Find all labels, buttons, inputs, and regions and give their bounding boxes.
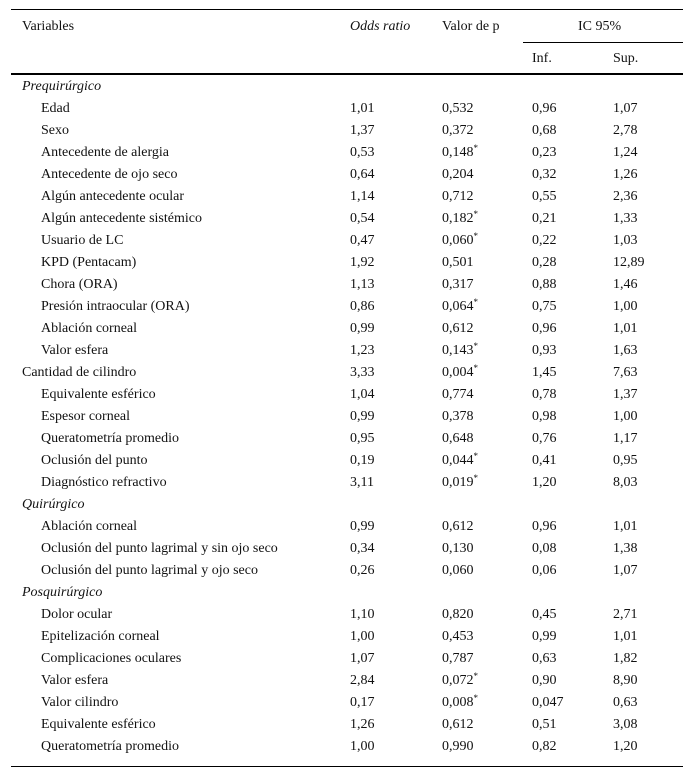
p-value: 0,648 <box>442 431 474 446</box>
p-value: 0,378 <box>442 409 474 424</box>
p-value-cell <box>442 450 478 472</box>
p-value-cell <box>442 692 478 714</box>
variable-name: Oclusión del punto lagrimal y sin ojo seco <box>41 541 278 556</box>
variable-name: Valor cilindro <box>41 695 119 710</box>
ci-inf-cell: 0,75 <box>532 299 557 314</box>
ci-inf-cell: 0,63 <box>532 651 557 666</box>
p-value: 0,317 <box>442 277 474 292</box>
p-value-cell <box>442 626 474 648</box>
significance-asterisk: * <box>473 693 478 703</box>
variable-name: Usuario de LC <box>41 233 124 248</box>
ci-sup-cell: 1,00 <box>613 409 638 424</box>
p-value-cell <box>442 340 478 362</box>
table-row <box>11 142 683 164</box>
variable-name: Dolor ocular <box>41 607 113 622</box>
ci-inf-cell: 0,96 <box>532 321 557 336</box>
significance-asterisk: * <box>473 231 478 241</box>
ci-sup-cell: 1,24 <box>613 145 638 160</box>
odds-ratio-cell: 0,64 <box>350 167 375 182</box>
odds-ratio-cell: 1,13 <box>350 277 375 292</box>
p-value-cell <box>442 736 474 758</box>
variable-name: Sexo <box>41 123 69 138</box>
p-value: 0,182 <box>442 211 474 226</box>
odds-ratio-cell: 2,84 <box>350 673 375 688</box>
odds-ratio-cell: 1,92 <box>350 255 375 270</box>
table-row <box>11 516 683 538</box>
significance-asterisk: * <box>473 671 478 681</box>
odds-ratio-cell: 1,00 <box>350 629 375 644</box>
ci-inf-cell: 0,93 <box>532 343 557 358</box>
p-value-cell <box>442 186 474 208</box>
ci-sup-cell: 0,63 <box>613 695 638 710</box>
significance-asterisk: * <box>473 209 478 219</box>
table-row <box>11 450 683 472</box>
p-value: 0,612 <box>442 717 474 732</box>
p-value: 0,044 <box>442 453 474 468</box>
ci-inf-cell: 0,047 <box>532 695 564 710</box>
ci-sup-cell: 2,78 <box>613 123 638 138</box>
odds-ratio-cell: 0,26 <box>350 563 375 578</box>
table-row <box>11 164 683 186</box>
odds-ratio-cell: 1,01 <box>350 101 375 116</box>
table-row <box>11 340 683 362</box>
p-value: 0,612 <box>442 321 474 336</box>
table-row <box>11 670 683 692</box>
table-row <box>11 406 683 428</box>
table-row <box>11 714 683 736</box>
p-value-cell <box>442 98 474 120</box>
table-bottom-rule <box>11 766 683 767</box>
p-value-cell <box>442 296 478 318</box>
odds-ratio-cell: 0,95 <box>350 431 375 446</box>
table-row <box>11 736 683 758</box>
ci-sup-cell: 1,03 <box>613 233 638 248</box>
table-row <box>11 538 683 560</box>
odds-ratio-cell: 0,54 <box>350 211 375 226</box>
ci-sup-cell: 8,03 <box>613 475 638 490</box>
ci-sup-cell: 1,01 <box>613 321 638 336</box>
table-row <box>11 186 683 208</box>
ci-sup-cell: 12,89 <box>613 255 645 270</box>
p-value: 0,372 <box>442 123 474 138</box>
variable-name: Queratometría promedio <box>41 739 180 754</box>
table-row <box>11 98 683 120</box>
p-value: 0,204 <box>442 167 474 182</box>
p-value-cell <box>442 604 474 626</box>
odds-ratio-cell: 1,14 <box>350 189 375 204</box>
odds-ratio-cell: 1,10 <box>350 607 375 622</box>
ci-inf-cell: 0,90 <box>532 673 557 688</box>
p-value: 0,008 <box>442 695 474 710</box>
ci-sup-cell: 1,07 <box>613 101 638 116</box>
variable-name: Chora (ORA) <box>41 277 118 292</box>
table-row <box>11 252 683 274</box>
p-value-cell <box>442 208 478 230</box>
variable-name: Espesor corneal <box>41 409 131 424</box>
table-row <box>11 604 683 626</box>
ci-sup-cell: 1,82 <box>613 651 638 666</box>
header-variables: Variables <box>22 19 75 34</box>
section-header <box>11 76 683 98</box>
p-value-cell <box>442 516 474 538</box>
table-row <box>11 428 683 450</box>
ci-inf-cell: 0,51 <box>532 717 557 732</box>
ci-sup-cell: 2,71 <box>613 607 638 622</box>
variable-name: Queratometría promedio <box>41 431 180 446</box>
section-title: Posquirúrgico <box>22 585 103 600</box>
ci-sup-cell: 1,26 <box>613 167 638 182</box>
odds-ratio-cell: 0,47 <box>350 233 375 248</box>
variable-name: Equivalente esférico <box>41 717 156 732</box>
p-value-cell <box>442 714 474 736</box>
p-value-cell <box>442 164 474 186</box>
ci-inf-cell: 0,98 <box>532 409 557 424</box>
p-value-cell <box>442 560 474 582</box>
table-row <box>11 692 683 714</box>
odds-ratio-cell: 1,04 <box>350 387 375 402</box>
table-row <box>11 384 683 406</box>
p-value-cell <box>442 274 474 296</box>
ci-sup-cell: 7,63 <box>613 365 638 380</box>
table-row <box>11 362 683 384</box>
section-title: Quirúrgico <box>22 497 85 512</box>
header-ci-sup: Sup. <box>613 51 639 66</box>
variable-name: Antecedente de ojo seco <box>41 167 178 182</box>
p-value: 0,148 <box>442 145 474 160</box>
p-value-cell <box>442 406 474 428</box>
ci-inf-cell: 0,23 <box>532 145 557 160</box>
variable-name: Diagnóstico refractivo <box>41 475 167 490</box>
variable-name: Antecedente de alergia <box>41 145 170 160</box>
ci-sup-cell: 1,63 <box>613 343 638 358</box>
variable-name: Presión intraocular (ORA) <box>41 299 190 314</box>
variable-name: Valor esfera <box>41 343 109 358</box>
p-value: 0,060 <box>442 233 474 248</box>
p-value-cell <box>442 648 474 670</box>
section-header <box>11 494 683 516</box>
p-value: 0,064 <box>442 299 474 314</box>
table-row <box>11 208 683 230</box>
variable-name: Epitelización corneal <box>41 629 160 644</box>
ci-inf-cell: 0,78 <box>532 387 557 402</box>
header-ci-inf: Inf. <box>532 51 552 66</box>
p-value: 0,072 <box>442 673 474 688</box>
ci-inf-cell: 0,82 <box>532 739 557 754</box>
header-p-value: Valor de p <box>442 19 500 34</box>
p-value-cell <box>442 538 474 560</box>
ci-inf-cell: 0,41 <box>532 453 557 468</box>
variable-name: Valor esfera <box>41 673 109 688</box>
variable-name: Algún antecedente sistémico <box>41 211 202 226</box>
p-value: 0,453 <box>442 629 474 644</box>
p-value: 0,501 <box>442 255 474 270</box>
p-value: 0,060 <box>442 563 474 578</box>
significance-asterisk: * <box>473 451 478 461</box>
table-top-rule <box>11 9 683 10</box>
ci-inf-cell: 0,68 <box>532 123 557 138</box>
p-value: 0,143 <box>442 343 474 358</box>
odds-ratio-cell: 1,37 <box>350 123 375 138</box>
table-row <box>11 560 683 582</box>
p-value: 0,787 <box>442 651 474 666</box>
header-odds-ratio: Odds ratio <box>350 19 411 34</box>
header-ci: IC 95% <box>578 19 622 34</box>
section-header <box>11 582 683 604</box>
ci-sup-cell: 1,01 <box>613 519 638 534</box>
ci-inf-cell: 0,06 <box>532 563 557 578</box>
odds-ratio-cell: 0,19 <box>350 453 375 468</box>
significance-asterisk: * <box>473 143 478 153</box>
p-value-cell <box>442 230 478 252</box>
ci-inf-cell: 0,45 <box>532 607 557 622</box>
variable-name: Oclusión del punto lagrimal y ojo seco <box>41 563 258 578</box>
p-value-cell <box>442 142 478 164</box>
table-row <box>11 626 683 648</box>
odds-ratio-cell: 0,34 <box>350 541 375 556</box>
odds-ratio-cell: 3,33 <box>350 365 375 380</box>
p-value: 0,004 <box>442 365 474 380</box>
variable-name: Algún antecedente ocular <box>41 189 185 204</box>
p-value: 0,019 <box>442 475 474 490</box>
p-value: 0,130 <box>442 541 474 556</box>
odds-ratio-cell: 0,99 <box>350 409 375 424</box>
odds-ratio-cell: 0,99 <box>350 321 375 336</box>
p-value-cell <box>442 670 478 692</box>
significance-asterisk: * <box>473 473 478 483</box>
p-value: 0,532 <box>442 101 474 116</box>
header-bottom-rule <box>11 73 683 75</box>
p-value-cell <box>442 252 474 274</box>
variable-name: KPD (Pentacam) <box>41 255 137 270</box>
p-value: 0,990 <box>442 739 474 754</box>
ci-sup-cell: 1,01 <box>613 629 638 644</box>
p-value-cell <box>442 120 474 142</box>
ci-sup-cell: 0,95 <box>613 453 638 468</box>
odds-ratio-cell: 0,17 <box>350 695 375 710</box>
ci-inf-cell: 0,08 <box>532 541 557 556</box>
variable-name: Complicaciones oculares <box>41 651 182 666</box>
ci-inf-cell: 1,45 <box>532 365 557 380</box>
p-value: 0,712 <box>442 189 474 204</box>
p-value-cell <box>442 428 474 450</box>
ci-sup-cell: 1,37 <box>613 387 638 402</box>
significance-asterisk: * <box>473 341 478 351</box>
odds-ratio-cell: 1,26 <box>350 717 375 732</box>
significance-asterisk: * <box>473 363 478 373</box>
table-row <box>11 648 683 670</box>
ci-sup-cell: 2,36 <box>613 189 638 204</box>
variable-name: Edad <box>41 101 70 116</box>
ci-sup-cell: 3,08 <box>613 717 638 732</box>
odds-ratio-cell: 0,53 <box>350 145 375 160</box>
odds-ratio-cell: 1,07 <box>350 651 375 666</box>
table-row <box>11 472 683 494</box>
ci-sup-cell: 1,20 <box>613 739 638 754</box>
ci-inf-cell: 0,88 <box>532 277 557 292</box>
table-row <box>11 274 683 296</box>
variable-name: Cantidad de cilindro <box>22 365 137 380</box>
ci-sup-cell: 1,46 <box>613 277 638 292</box>
table-row <box>11 318 683 340</box>
variable-name: Oclusión del punto <box>41 453 148 468</box>
ci-sup-cell: 1,38 <box>613 541 638 556</box>
ci-inf-cell: 0,21 <box>532 211 557 226</box>
section-title: Prequirúrgico <box>22 79 102 94</box>
ci-inf-cell: 0,99 <box>532 629 557 644</box>
ci-inf-cell: 0,22 <box>532 233 557 248</box>
table-row <box>11 120 683 142</box>
odds-ratio-cell: 0,99 <box>350 519 375 534</box>
odds-ratio-cell: 0,86 <box>350 299 375 314</box>
variable-name: Ablación corneal <box>41 519 138 534</box>
p-value: 0,774 <box>442 387 474 402</box>
significance-asterisk: * <box>473 297 478 307</box>
ci-sup-cell: 1,17 <box>613 431 638 446</box>
table-row <box>11 296 683 318</box>
ci-inf-cell: 0,96 <box>532 519 557 534</box>
p-value-cell <box>442 318 474 340</box>
ci-sup-cell: 8,90 <box>613 673 638 688</box>
ci-sup-cell: 1,00 <box>613 299 638 314</box>
ci-header-rule <box>523 42 683 43</box>
ci-inf-cell: 1,20 <box>532 475 557 490</box>
ci-inf-cell: 0,32 <box>532 167 557 182</box>
odds-ratio-cell: 1,23 <box>350 343 375 358</box>
p-value: 0,612 <box>442 519 474 534</box>
ci-sup-cell: 1,33 <box>613 211 638 226</box>
variable-name: Ablación corneal <box>41 321 138 336</box>
p-value-cell <box>442 472 478 494</box>
ci-sup-cell: 1,07 <box>613 563 638 578</box>
ci-inf-cell: 0,76 <box>532 431 557 446</box>
table-row <box>11 230 683 252</box>
odds-ratio-cell: 3,11 <box>350 475 374 490</box>
ci-inf-cell: 0,28 <box>532 255 557 270</box>
ci-inf-cell: 0,55 <box>532 189 557 204</box>
p-value-cell <box>442 384 474 406</box>
table-body <box>11 76 683 758</box>
ci-inf-cell: 0,96 <box>532 101 557 116</box>
variable-name: Equivalente esférico <box>41 387 156 402</box>
odds-ratio-cell: 1,00 <box>350 739 375 754</box>
p-value-cell <box>442 362 478 384</box>
p-value: 0,820 <box>442 607 474 622</box>
